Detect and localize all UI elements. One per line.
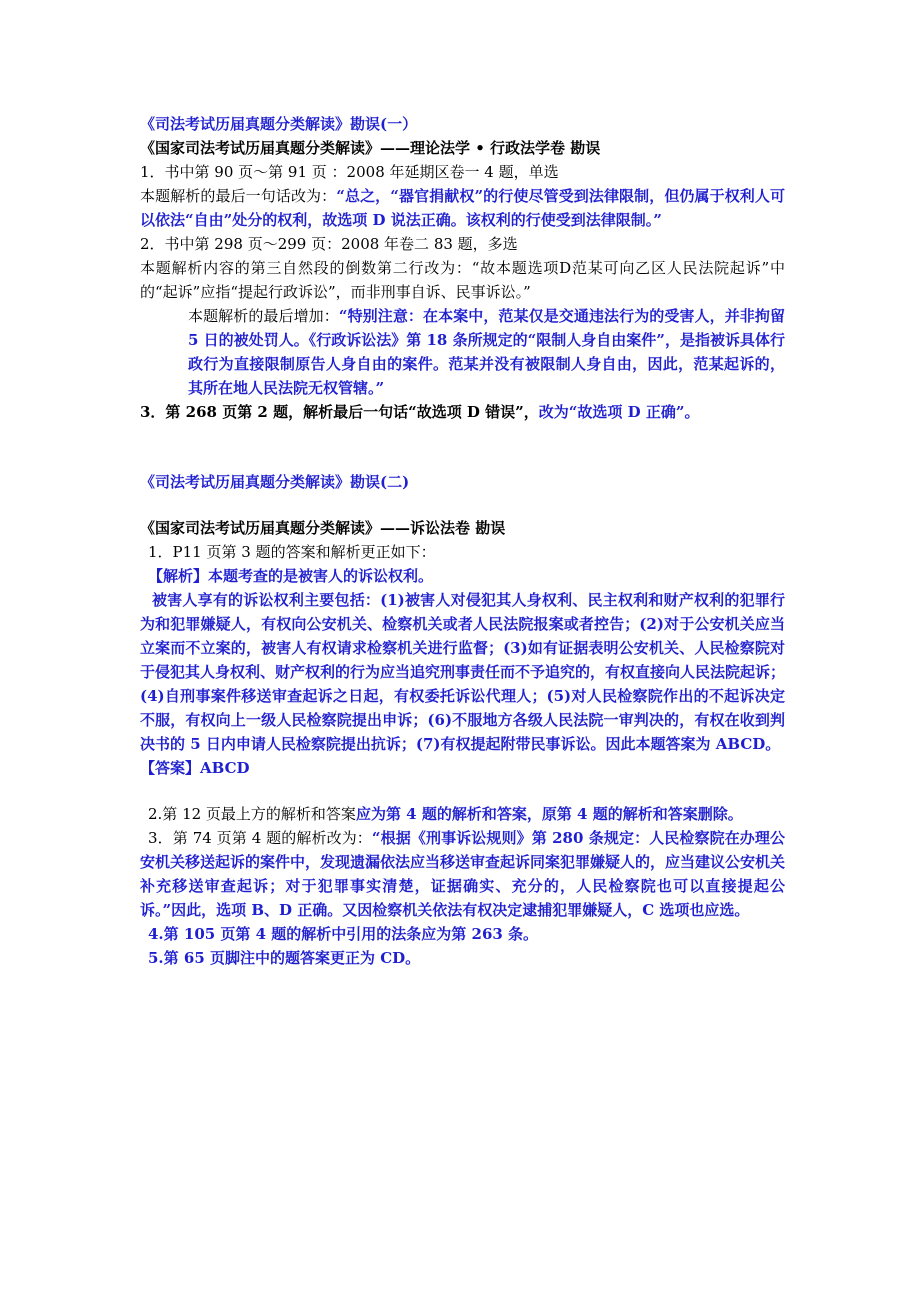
part2-heading: 《司法考试历届真题分类解读》勘误(二) bbox=[140, 473, 410, 491]
part2-item3 bbox=[140, 826, 785, 922]
part2-item2 bbox=[140, 802, 785, 826]
part2-item5: 5.第 65 页脚注中的题答案更正为 CD。 bbox=[148, 949, 421, 967]
part1-item1-text: “总之，“器官捐献权”的行使尽管受到法律限制，但仍属于权利人可以依法“自由”处分的权利，故选项 D 说法正确。该权利的行使受到法律限制。” bbox=[140, 187, 785, 229]
part2-item1-title: 1．P11 页第 3 题的答案和解析更正如下： bbox=[148, 543, 436, 561]
part2-subheading: 《国家司法考试历届真题分类解读》——诉讼法卷 勘误 bbox=[140, 519, 506, 537]
part1-item3-blue: 改为“故选项 D 正确”。 bbox=[538, 403, 700, 421]
part2-item4: 4.第 105 页第 4 题的解析中引用的法条应为第 263 条。 bbox=[148, 925, 539, 943]
document-page bbox=[140, 112, 785, 970]
part1-item1-lead: 本题解析的最后一句话改为： bbox=[140, 187, 337, 205]
part2-item3-blue: “根据《刑事诉讼规则》第 280 条规定：人民检察院在办理公安机关移送起诉的案件中，发现遗漏依法应当移送审查起诉同案犯罪嫌疑人的，应当建议公安机关补充移送审查起诉；对于犯罪事实清楚，证据确实、充分的，人民检察院也可以直接提起公诉。”因此，选项 B、D 正确。又因检察机关依法有权决定逮捕犯罪嫌疑人，C 选项也应选。 bbox=[140, 829, 786, 919]
part1-item2-title: 2．书中第 298 页～299 页：2008 年卷二 83 题，多选 bbox=[140, 235, 518, 253]
part1-item2-add-text: “特别注意：在本案中，范某仅是交通违法行为的受害人，并非拘留 5 日的被处罚人。《行政诉讼法》第 18 条所规定的“限制人身自由案件”，是指被诉具体行政行为直接限制原告人身自由的案件。范某并没有被限制人身自由，因此，范某起诉的，其所在地人民法院无权管辖。” bbox=[188, 307, 785, 397]
part1-item1-body bbox=[140, 184, 785, 232]
part1-item2-add-lead: 本题解析的最后增加： bbox=[188, 307, 339, 325]
part2-analysis-label: 【解析】本题考查的是被害人的诉讼权利。 bbox=[148, 567, 434, 585]
part1-heading: 《司法考试历届真题分类解读》勘误(一） bbox=[140, 115, 418, 133]
part1-item2-add bbox=[140, 304, 785, 400]
part2-item2-blue: 应为第 4 题的解析和答案，原第 4 题的解析和答案删除。 bbox=[355, 805, 743, 823]
answer-gap bbox=[140, 780, 785, 802]
part2-analysis-text: 被害人享有的诉讼权利主要包括：(1)被害人对侵犯其人身权利、民主权利和财产权利的犯罪行为和犯罪嫌疑人，有权向公安机关、检察机关或者人民法院报案或者控告；(2)对于公安机关应当立案而不立案的，被害人有权请求检察机关进行监督；(3)如有证据表明公安机关、人民检察院对于侵犯其人身权利、财产权利的行为应当追究刑事责任而不予追究的，有权直接向人民法院起诉；(4)自刑事案件移送审查起诉之日起，有权委托诉讼代理人；(5)对人民检察院作出的不起诉决定不服，有权向上一级人民检察院提出申诉；(6)不服地方各级人民法院一审判决的，有权在收到判决书的 5 日内申请人民检察院提出抗诉；(7)有权提起附带民事诉讼。因此本题答案为 ABCD。 bbox=[140, 591, 786, 753]
part2-item2-black: 2.第 12 页最上方的解析和答案 bbox=[148, 805, 356, 823]
heading-gap bbox=[140, 494, 785, 516]
part1-item3 bbox=[140, 400, 785, 424]
part1-item2-text: 本题解析内容的第三自然段的倒数第二行改为：“故本题选项D范某可向乙区人民法院起诉”中的“起诉”应指“提起行政诉讼”，而非刑事自诉、民事诉讼。” bbox=[140, 259, 785, 301]
part2-answer: 【答案】ABCD bbox=[140, 759, 250, 777]
part2-item3-black: 3．第 74 页第 4 题的解析改为： bbox=[148, 829, 372, 847]
part1-item3-black: 3．第 268 页第 2 题，解析最后一句话“故选项 D 错误”， bbox=[140, 403, 539, 421]
part1-item1-title: 1．书中第 90 页～第 91 页 ：2008 年延期区卷一 4 题，单选 bbox=[140, 163, 559, 181]
section-gap bbox=[140, 424, 785, 470]
part1-subheading: 《国家司法考试历届真题分类解读》——理论法学 • 行政法学卷 勘误 bbox=[140, 139, 601, 157]
